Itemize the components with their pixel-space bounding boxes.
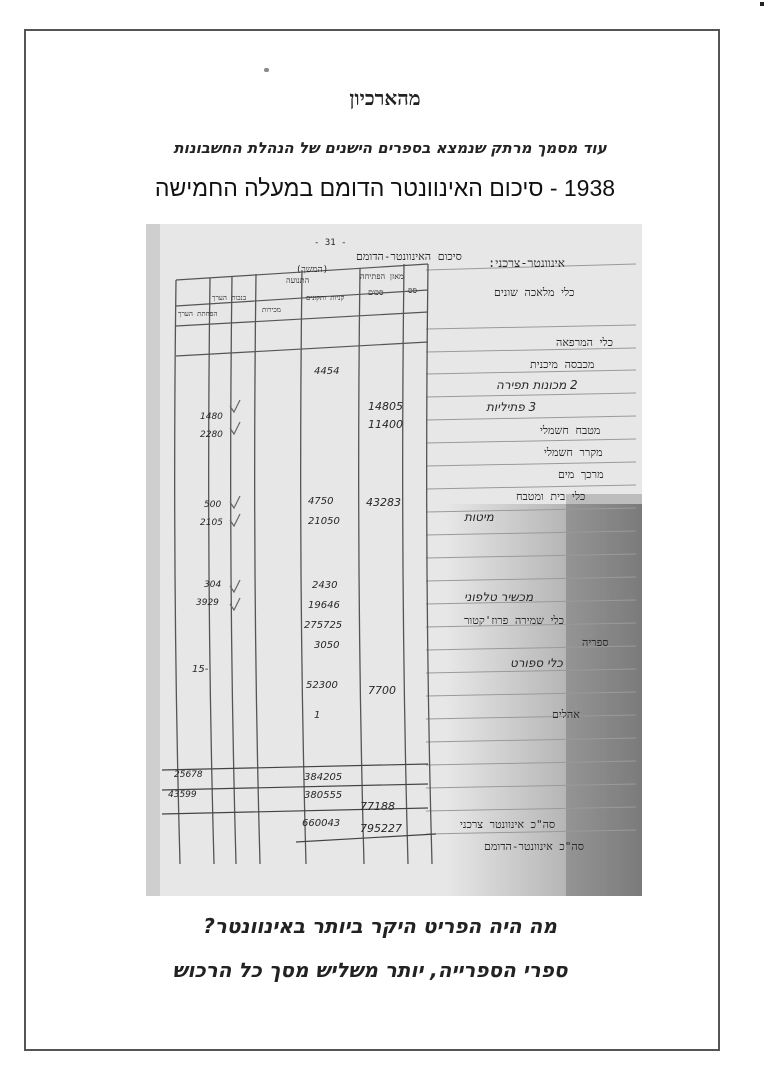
ledger-number: 660043 <box>302 818 341 829</box>
ledger-number: 77188 <box>360 800 395 813</box>
page-subtitle: עוד מסמך מרתק שנמצא בספרים הישנים של הנהלת החשבונות <box>173 139 607 157</box>
scan-speck <box>264 68 269 72</box>
ledger-item: מכשיר טלפוני <box>464 590 534 604</box>
ledger-number: 25678 <box>174 770 203 780</box>
ledger-number: 384205 <box>304 772 343 783</box>
ledger-item: מיטות <box>464 510 494 524</box>
ledger-col-balance: מאזן הפתיחה <box>360 272 404 281</box>
ledger-number: 52300 <box>306 680 338 691</box>
ledger-number: 304 <box>204 580 222 590</box>
ledger-number: 14805 <box>368 400 403 413</box>
ledger-number: 15- <box>192 664 209 675</box>
ledger-number: 43283 <box>366 496 401 509</box>
ledger-col-correction: הפחתת הערך <box>178 310 218 318</box>
ledger-number: 1480 <box>200 412 223 422</box>
ledger-col-purchases: קניות ותקונים <box>306 294 345 302</box>
ledger-col-balance-sub: סכום <box>368 288 384 297</box>
ledger-item: מטבח חשמלי <box>540 424 601 437</box>
ledger-number: 11400 <box>368 418 403 431</box>
ledger-number: 19646 <box>308 600 340 611</box>
ledger-item: מרכך מים <box>558 468 604 481</box>
ledger-left-subheading: כלי מלאכה שונים <box>494 286 575 299</box>
ledger-left-heading: אינוונטר-צרכני: <box>488 256 565 270</box>
ledger-col-change: התנועה <box>286 276 310 285</box>
ledger-number: 2105 <box>200 518 223 528</box>
ledger-number: 795227 <box>360 822 402 835</box>
ledger-number: 4454 <box>314 366 340 377</box>
ledger-item: 2 מכונות תפירה <box>496 378 578 392</box>
ledger-number: 21050 <box>308 516 340 527</box>
page-title: מהארכיון <box>349 86 421 110</box>
ledger-top-title: סיכום האינוונטר-הדומם <box>356 250 462 263</box>
ledger-col-depreciation: בנכות הערך <box>212 294 247 302</box>
ledger-item: כלי ספורט <box>510 656 563 670</box>
closing-answer: ספרי הספרייה, יותר משליש מסך כל הרכוש <box>172 958 568 982</box>
closing-question: מה היה הפריט היקר ביותר באינוונטר? <box>203 914 557 938</box>
ledger-lines <box>146 224 642 896</box>
ledger-page-number: - 31 - <box>314 238 347 248</box>
ledger-number: 4750 <box>308 496 334 507</box>
archive-ledger-photo <box>146 224 642 896</box>
ledger-col-ss: סס <box>408 286 418 295</box>
ledger-number: 500 <box>204 500 222 510</box>
ledger-item: 3 פתיליות <box>486 400 537 414</box>
ledger-item: כלי המרפאה <box>556 336 613 349</box>
ledger-item: כלי שמירה פרוז'קטור <box>464 614 564 627</box>
ledger-col-sales: מכירות <box>262 306 281 314</box>
ledger-item: ספריה <box>582 636 609 649</box>
page-heading: 1938 - סיכום האינוונטר הדומם במעלה החמישה <box>154 175 616 201</box>
ledger-number: 3929 <box>196 598 219 608</box>
ledger-item: מכבסה מיכנית <box>530 358 595 371</box>
scan-mark <box>760 2 764 6</box>
ledger-footer-line: סה"כ אינוונטר צרכני <box>460 818 556 831</box>
ledger-item: כלי בית ומטבח <box>516 490 586 503</box>
ledger-number: 7700 <box>368 684 396 697</box>
ledger-number: 380555 <box>304 790 343 801</box>
ledger-number: 2280 <box>200 430 223 440</box>
ledger-item: מקרר חשמלי <box>544 446 603 459</box>
ledger-number: 275725 <box>304 620 343 631</box>
ledger-number: 2430 <box>312 580 338 591</box>
ledger-item: אהלים <box>552 708 580 721</box>
ledger-footer-line: סה"כ אינוונטר-הדומם <box>484 840 584 853</box>
ledger-top-title-suffix: (המשך) <box>296 265 329 275</box>
ledger-number: 3050 <box>314 640 340 651</box>
ledger-number: 1 <box>314 710 321 721</box>
ledger-number: 43599 <box>168 790 197 800</box>
